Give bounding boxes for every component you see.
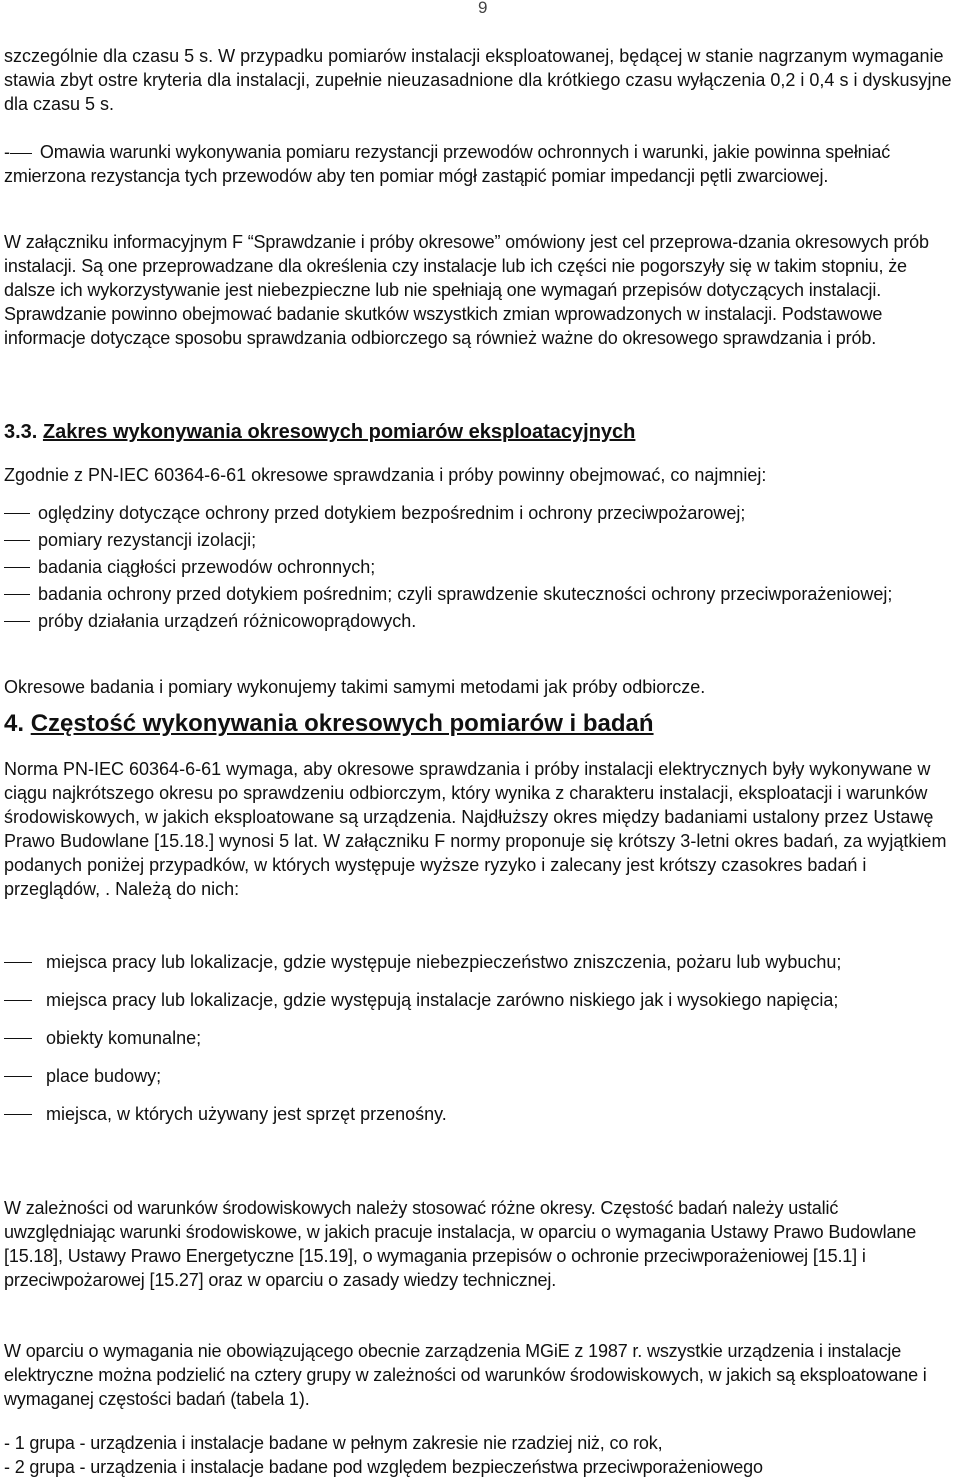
list-item: pomiary rezystancji izolacji; (4, 527, 954, 554)
paragraph-environment: W zależności od warunków środowiskowych należy stosować różne okresy. Częstość badań należy ustalić uwzględniając warunki środowiskowe, w jakich pracuje instalacja, w oparciu o wymagania Ustawy Prawo Budowlane [15.18], Ustawy Prawo Energetyczne [15.19], o wymagania przepisów o ochronie przeciwporażeniowej [15.1] i przeciwpożarowej [15.27] oraz w oparciu o zasady wiedzy technicznej. (4, 1198, 917, 1290)
dash-bullet (4, 1000, 32, 1001)
list-item: miejsca pracy lub lokalizacje, gdzie występuje niebezpieczeństwo zniszczenia, pożaru lub wybuchu; (4, 950, 954, 974)
list-item: oględziny dotyczące ochrony przed dotykiem bezpośrednim i ochrony przeciwpożarowej; (4, 500, 954, 527)
dash-prefix: - (4, 142, 10, 162)
risk-list (4, 950, 954, 1140)
dash-line (10, 153, 32, 154)
list-item: badania ochrony przed dotykiem pośrednim; czyli sprawdzenie skuteczności ochrony przeciwporażeniowej; (4, 581, 954, 608)
list-item: miejsca pracy lub lokalizacje, gdzie występują instalacje zarówno niskiego jak i wysokiego napięcia; (4, 988, 954, 1012)
list-item: próby działania urządzeń różnicowoprądowych. (4, 608, 954, 635)
dash-bullet (4, 1076, 32, 1077)
list-item: place budowy; (4, 1064, 954, 1088)
section-heading-4 (4, 710, 654, 738)
dash-bullet (4, 1038, 32, 1039)
page-number: 9 (478, 0, 488, 17)
dash-bullet (4, 621, 30, 622)
paragraph-intro: szczególnie dla czasu 5 s. W przypadku pomiarów instalacji eksploatowanej, będącej w stanie nagrzanym wymaganie stawia zbyt ostre kryteria dla instalacji, zupełnie nieuzasadnione dla krótkiego czasu wyłączenia 0,2 i 0,4 s i dyskusyjne dla czasu 5 s. (4, 46, 952, 114)
paragraph-norm: Norma PN-IEC 60364-6-61 wymaga, aby okresowe sprawdzania i próby instalacji elektrycznych były wykonywane w ciągu najkrótszego okresu po sprawdzeniu odbiorczym, który wynika z charakteru instalacji, eksploatacji i warunków środowiskowych, w jakich eksploatowane są urządzenia. Najdłuższy okres między badaniami ustalony przez Ustawę Prawo Budowlane [15.18.] wynosi 5 lat. W załączniku F normy proponuje się krótszy 3-letni okres badań, za wyjątkiem podanych poniżej przypadków, w których występuje wyższe ryzyko i zalecany jest krótszy czasokres badań i przeglądów, . Należą do nich: (4, 759, 947, 899)
list-item: badania ciągłości przewodów ochronnych; (4, 554, 954, 581)
dash-bullet (4, 540, 30, 541)
dash-bullet (4, 1114, 32, 1115)
paragraph-scope: Zgodnie z PN-IEC 60364-6-61 okresowe sprawdzania i próby powinny obejmować, co najmniej: (4, 465, 767, 485)
dash-bullet (4, 567, 30, 568)
section-title: Częstość wykonywania okresowych pomiarów i badań (30, 710, 654, 737)
scope-list (4, 500, 954, 635)
section-number: 3.3. (4, 421, 38, 443)
group-line-2: - 2 grupa - urządzenia i instalacje badane pod względem bezpieczeństwa przeciwporażeniowego (4, 1457, 763, 1477)
section-number: 4. (4, 710, 25, 737)
dash-bullet (4, 594, 30, 595)
section-heading-3-3 (4, 421, 635, 444)
list-item: obiekty komunalne; (4, 1026, 954, 1050)
list-item: miejsca, w których używany jest sprzęt przenośny. (4, 1102, 954, 1126)
paragraph-methods: Okresowe badania i pomiary wykonujemy takimi samymi metodami jak próby odbiorcze. (4, 677, 706, 697)
paragraph-resistance-text: Omawia warunki wykonywania pomiaru rezystancji przewodów ochronnych i warunki, jakie powinna spełniać zmierzona rezystancja tych przewodów aby ten pomiar mógł zastąpić pomiar impedancji pętli zwarciowej. (4, 142, 891, 186)
section-title: Zakres wykonywania okresowych pomiarów eksploatacyjnych (42, 421, 636, 443)
dash-bullet (4, 513, 30, 514)
paragraph-groups: W oparciu o wymagania nie obowiązującego obecnie zarządzenia MGiE z 1987 r. wszystkie urządzenia i instalacje elektryczne można podzielić na cztery grupy w zależności od warunków środowiskowych, w jakich są eksploatowane i wymaganej częstości badań (tabela 1). (4, 1341, 927, 1409)
dash-bullet (4, 962, 32, 963)
group-line-1: - 1 grupa - urządzenia i instalacje badane w pełnym zakresie nie rzadziej niż, co rok, (4, 1433, 663, 1453)
paragraph-resistance (4, 140, 954, 188)
paragraph-annex-f: W załączniku informacyjnym F “Sprawdzanie i próby okresowe” omówiony jest cel przeprowa-dzania okresowych prób instalacji. Są one przeprowadzane dla określenia czy instalacje lub ich części nie pogorszyły się w takim stopniu, że dalsze ich wykorzystywanie jest niebezpieczne lub nie spełniają one wymagań przepisów dotyczących instalacji. Sprawdzanie powinno obejmować badanie skutków wszystkich zmian wprowadzonych w instalacji. Podstawowe informacje dotyczące sposobu sprawdzania odbiorczego są również ważne do okresowego sprawdzania i prób. (4, 232, 929, 348)
